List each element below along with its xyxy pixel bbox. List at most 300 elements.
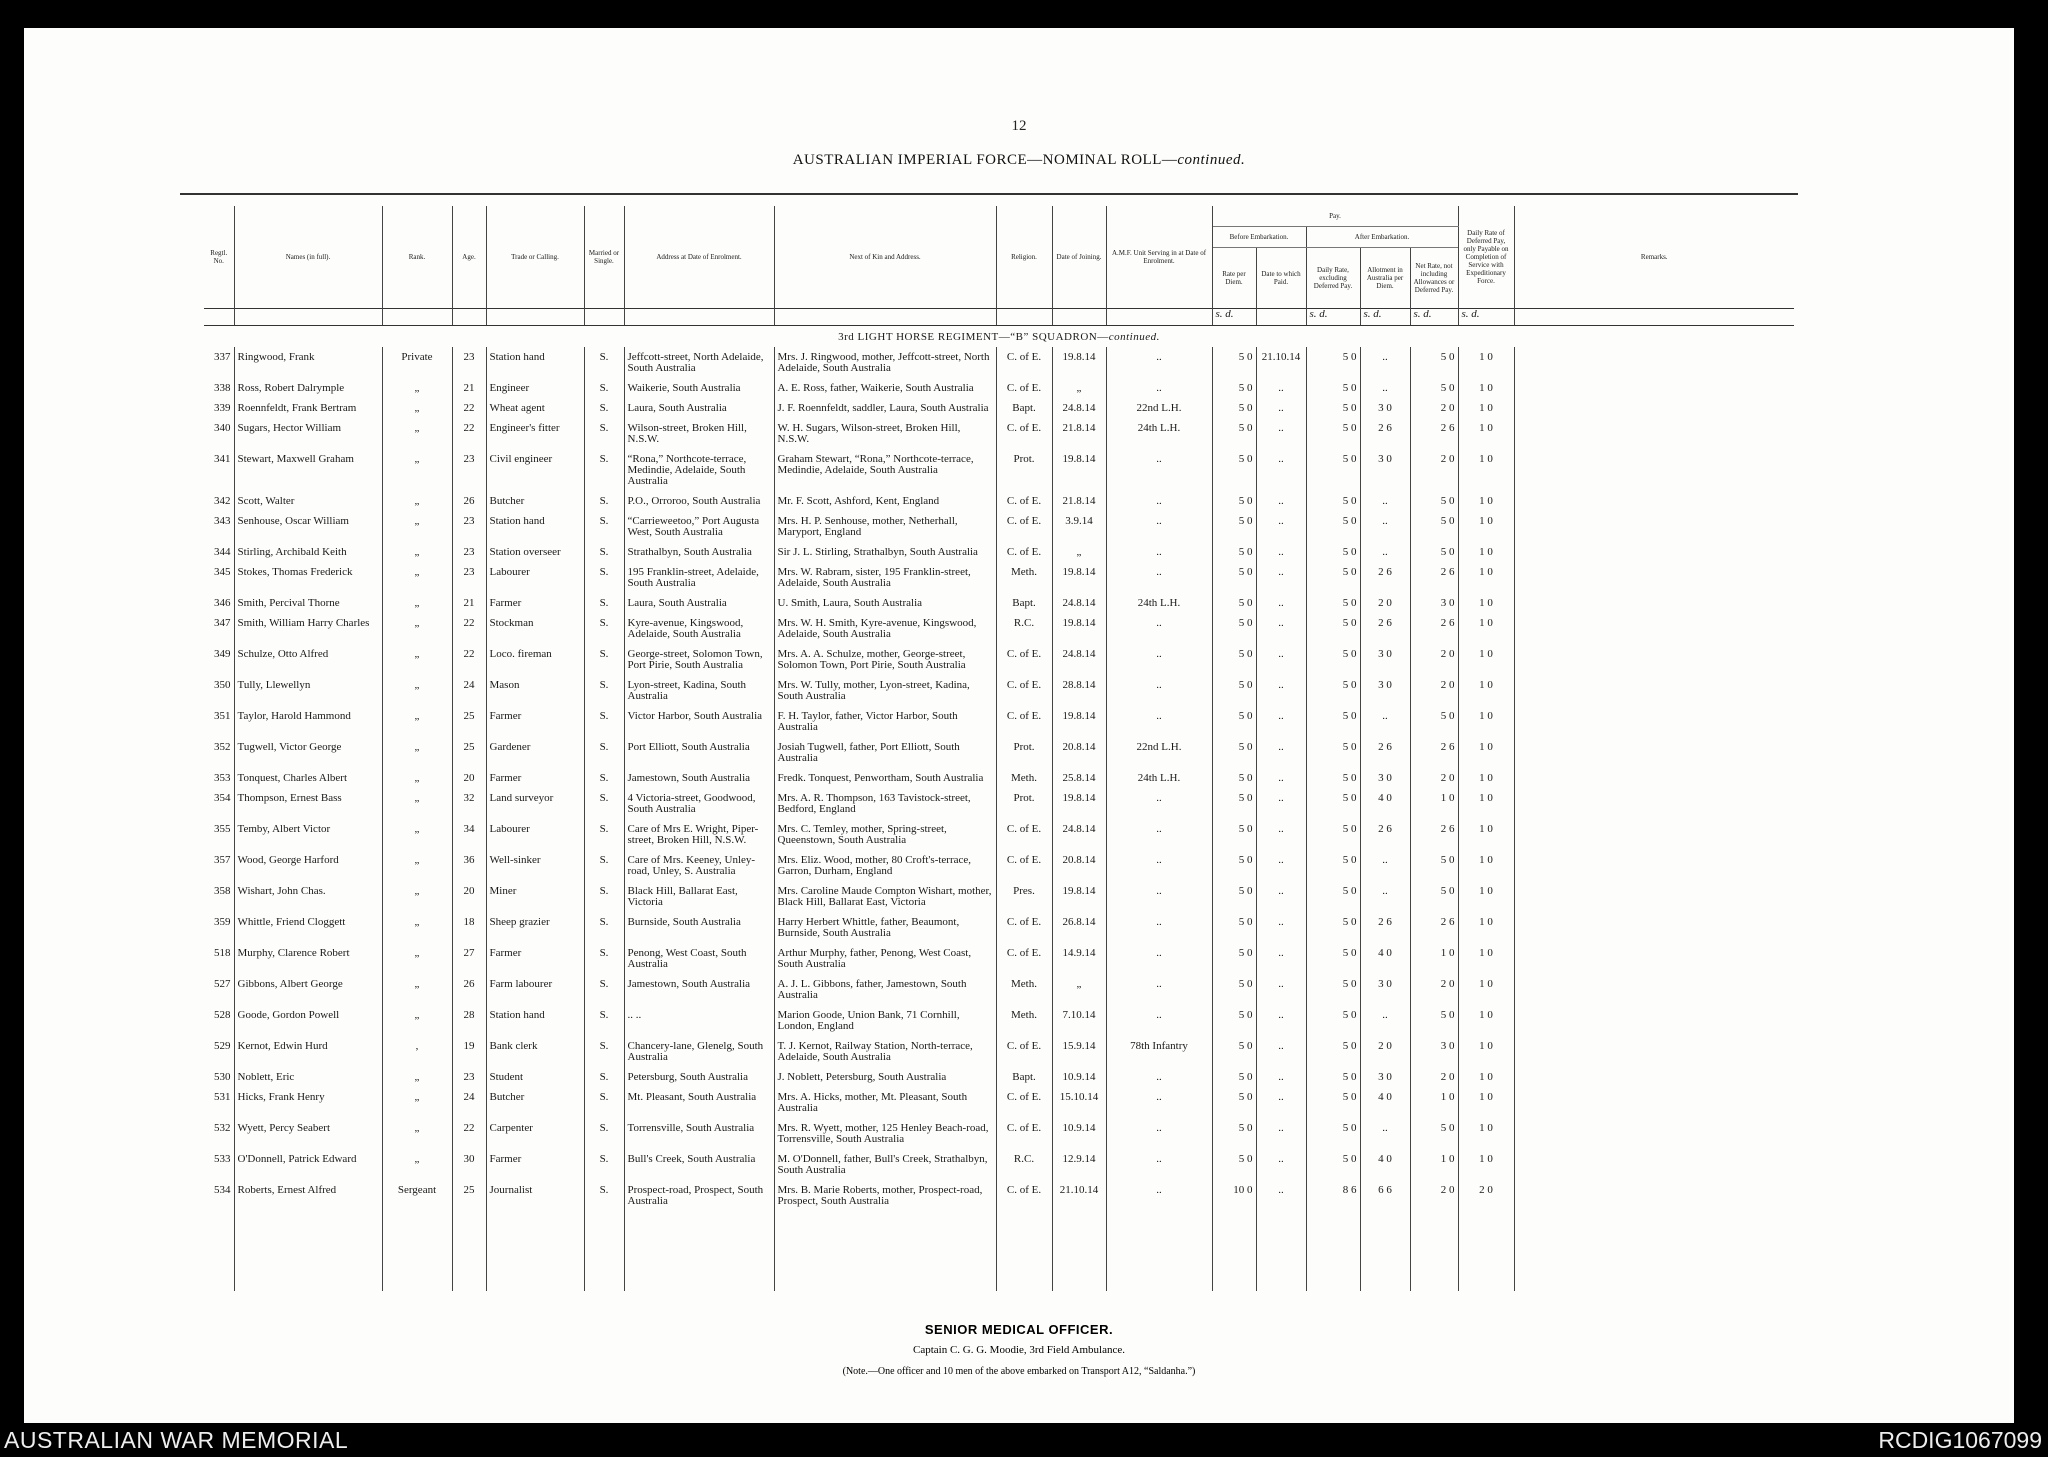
row-religion: C. of E. [996, 542, 1052, 562]
row-trade: Station hand [486, 1005, 584, 1036]
table-row [204, 819, 1794, 850]
row-address: Lyon-street, Kadina, South Australia [624, 675, 774, 706]
row-regtl-no: 358 [204, 881, 234, 912]
row-deferred: 1 0 [1458, 768, 1514, 788]
row-net-rate: 5 0 [1410, 511, 1458, 542]
row-amf-unit: 24th L.H. [1106, 418, 1212, 449]
row-name: Hicks, Frank Henry [234, 1087, 382, 1118]
row-name: Goode, Gordon Powell [234, 1005, 382, 1036]
row-deferred: 1 0 [1458, 850, 1514, 881]
row-remarks [1514, 593, 1794, 613]
row-rank: Sergeant [382, 1180, 452, 1211]
table-row [204, 881, 1794, 912]
row-trade: Stockman [486, 613, 584, 644]
title-text: AUSTRALIAN IMPERIAL FORCE—NOMINAL ROLL— [792, 152, 1178, 168]
row-age: 21 [452, 378, 486, 398]
row-amf-unit: .. [1106, 974, 1212, 1005]
row-regtl-no: 340 [204, 418, 234, 449]
row-net-rate: 2 6 [1410, 613, 1458, 644]
table-row [204, 943, 1794, 974]
section-title: 3rd LIGHT HORSE REGIMENT—“B” SQUADRON— [838, 331, 1109, 343]
row-married: S. [584, 737, 624, 768]
row-daily-rate: 5 0 [1306, 737, 1360, 768]
row-amf-unit: .. [1106, 788, 1212, 819]
row-name: Tully, Llewellyn [234, 675, 382, 706]
row-net-rate: 2 6 [1410, 418, 1458, 449]
row-daily-rate: 5 0 [1306, 542, 1360, 562]
row-date-paid: .. [1256, 378, 1306, 398]
row-married: S. [584, 819, 624, 850]
row-age: 32 [452, 788, 486, 819]
row-net-rate: 3 0 [1410, 1036, 1458, 1067]
row-address: Port Elliott, South Australia [624, 737, 774, 768]
row-age: 22 [452, 398, 486, 418]
table-row [204, 1118, 1794, 1149]
row-age: 25 [452, 737, 486, 768]
row-net-rate: 2 0 [1410, 644, 1458, 675]
row-name: Wood, George Harford [234, 850, 382, 881]
row-net-rate: 2 6 [1410, 819, 1458, 850]
row-address: “Rona,” Northcote-terrace, Medindie, Adelaide, South Australia [624, 449, 774, 491]
row-address: Laura, South Australia [624, 398, 774, 418]
row-age: 27 [452, 943, 486, 974]
row-address: Jamestown, South Australia [624, 974, 774, 1005]
row-address: Bull's Creek, South Australia [624, 1149, 774, 1180]
row-regtl-no: 534 [204, 1180, 234, 1211]
row-rate-per-diem: 5 0 [1212, 974, 1256, 1005]
row-date-paid: .. [1256, 768, 1306, 788]
row-allotment: .. [1360, 378, 1410, 398]
row-allotment: 3 0 [1360, 675, 1410, 706]
row-deferred: 1 0 [1458, 1087, 1514, 1118]
row-allotment: 6 6 [1360, 1180, 1410, 1211]
row-allotment: 2 6 [1360, 418, 1410, 449]
row-next-of-kin: J. F. Roennfeldt, saddler, Laura, South Australia [774, 398, 996, 418]
row-name: Schulze, Otto Alfred [234, 644, 382, 675]
row-net-rate: 1 0 [1410, 943, 1458, 974]
row-address: “Carrieweetoo,” Port Augusta West, South Australia [624, 511, 774, 542]
row-amf-unit: .. [1106, 491, 1212, 511]
row-rank: „ [382, 644, 452, 675]
row-net-rate: 5 0 [1410, 347, 1458, 378]
row-married: S. [584, 1118, 624, 1149]
row-next-of-kin: M. O'Donnell, father, Bull's Creek, Strathalbyn, South Australia [774, 1149, 996, 1180]
row-married: S. [584, 881, 624, 912]
row-deferred: 2 0 [1458, 1180, 1514, 1211]
row-next-of-kin: Mrs. A. Hicks, mother, Mt. Pleasant, South Australia [774, 1087, 996, 1118]
row-amf-unit: .. [1106, 511, 1212, 542]
row-name: Scott, Walter [234, 491, 382, 511]
row-date-joining: 24.8.14 [1052, 398, 1106, 418]
row-address: Wilson-street, Broken Hill, N.S.W. [624, 418, 774, 449]
table-row [204, 737, 1794, 768]
row-date-paid: .. [1256, 881, 1306, 912]
roll-body [204, 326, 1794, 1292]
row-daily-rate: 5 0 [1306, 1087, 1360, 1118]
table-row [204, 542, 1794, 562]
row-allotment: 2 0 [1360, 593, 1410, 613]
row-rank: Private [382, 347, 452, 378]
row-married: S. [584, 347, 624, 378]
row-remarks [1514, 418, 1794, 449]
row-trade: Engineer [486, 378, 584, 398]
row-trade: Land surveyor [486, 788, 584, 819]
row-address: Laura, South Australia [624, 593, 774, 613]
row-net-rate: 2 0 [1410, 398, 1458, 418]
row-religion: Meth. [996, 974, 1052, 1005]
row-name: Taylor, Harold Hammond [234, 706, 382, 737]
table-row [204, 1180, 1794, 1211]
row-trade: Station hand [486, 347, 584, 378]
row-amf-unit: .. [1106, 1005, 1212, 1036]
row-allotment: 3 0 [1360, 1067, 1410, 1087]
row-trade: Farmer [486, 706, 584, 737]
row-amf-unit: 78th Infantry [1106, 1036, 1212, 1067]
row-rate-per-diem: 5 0 [1212, 737, 1256, 768]
row-daily-rate: 5 0 [1306, 819, 1360, 850]
row-rank: „ [382, 1067, 452, 1087]
row-net-rate: 2 0 [1410, 675, 1458, 706]
row-rate-per-diem: 5 0 [1212, 378, 1256, 398]
row-religion: Prot. [996, 449, 1052, 491]
row-date-joining: 12.9.14 [1052, 1149, 1106, 1180]
row-regtl-no: 359 [204, 912, 234, 943]
page-number: 12 [1011, 118, 1027, 134]
header-rank: Rank. [382, 206, 452, 309]
row-regtl-no: 347 [204, 613, 234, 644]
row-remarks [1514, 1180, 1794, 1211]
row-address: Petersburg, South Australia [624, 1067, 774, 1087]
row-address: 195 Franklin-street, Adelaide, South Australia [624, 562, 774, 593]
table-row [204, 675, 1794, 706]
row-remarks [1514, 491, 1794, 511]
table-row [204, 1067, 1794, 1087]
row-date-paid: .. [1256, 1067, 1306, 1087]
row-allotment: .. [1360, 347, 1410, 378]
top-rule [180, 193, 1798, 195]
footer-identifier: RCDIG1067099 [1878, 1427, 2042, 1453]
row-age: 24 [452, 1087, 486, 1118]
table-row [204, 593, 1794, 613]
row-name: Whittle, Friend Cloggett [234, 912, 382, 943]
row-age: 22 [452, 644, 486, 675]
row-married: S. [584, 1036, 624, 1067]
row-address: .. .. [624, 1005, 774, 1036]
row-age: 25 [452, 1180, 486, 1211]
row-address: Burnside, South Australia [624, 912, 774, 943]
row-daily-rate: 5 0 [1306, 943, 1360, 974]
row-regtl-no: 341 [204, 449, 234, 491]
row-allotment: .. [1360, 706, 1410, 737]
row-regtl-no: 531 [204, 1087, 234, 1118]
row-religion: Prot. [996, 788, 1052, 819]
row-amf-unit: .. [1106, 943, 1212, 974]
row-date-paid: 21.10.14 [1256, 347, 1306, 378]
table-row [204, 613, 1794, 644]
row-rank: „ [382, 737, 452, 768]
row-name: Wishart, John Chas. [234, 881, 382, 912]
row-rate-per-diem: 5 0 [1212, 1036, 1256, 1067]
row-rate-per-diem: 5 0 [1212, 943, 1256, 974]
row-next-of-kin: Mrs. R. Wyett, mother, 125 Henley Beach-road, Torrensville, South Australia [774, 1118, 996, 1149]
row-daily-rate: 5 0 [1306, 449, 1360, 491]
row-allotment: 4 0 [1360, 1149, 1410, 1180]
row-religion: C. of E. [996, 418, 1052, 449]
row-date-paid: .. [1256, 449, 1306, 491]
row-address: Strathalbyn, South Australia [624, 542, 774, 562]
row-trade: Farmer [486, 943, 584, 974]
row-name: Stirling, Archibald Keith [234, 542, 382, 562]
row-age: 23 [452, 542, 486, 562]
row-rate-per-diem: 5 0 [1212, 1005, 1256, 1036]
row-rate-per-diem: 5 0 [1212, 1118, 1256, 1149]
row-rank: „ [382, 819, 452, 850]
row-allotment: .. [1360, 511, 1410, 542]
row-date-joining: 15.10.14 [1052, 1087, 1106, 1118]
row-age: 24 [452, 675, 486, 706]
row-rank: „ [382, 1118, 452, 1149]
row-rank: „ [382, 850, 452, 881]
row-daily-rate: 5 0 [1306, 912, 1360, 943]
row-deferred: 1 0 [1458, 593, 1514, 613]
row-name: Noblett, Eric [234, 1067, 382, 1087]
row-remarks [1514, 1118, 1794, 1149]
row-remarks [1514, 943, 1794, 974]
row-net-rate: 5 0 [1410, 1005, 1458, 1036]
row-date-joining: 24.8.14 [1052, 644, 1106, 675]
row-date-joining: 19.8.14 [1052, 347, 1106, 378]
row-date-joining: 15.9.14 [1052, 1036, 1106, 1067]
row-date-joining: 7.10.14 [1052, 1005, 1106, 1036]
row-next-of-kin: Mrs. A. R. Thompson, 163 Tavistock-street, Bedford, England [774, 788, 996, 819]
row-rank: , [382, 1036, 452, 1067]
row-date-joining: 19.8.14 [1052, 449, 1106, 491]
row-remarks [1514, 768, 1794, 788]
row-deferred: 1 0 [1458, 881, 1514, 912]
row-allotment: 2 6 [1360, 737, 1410, 768]
row-trade: Butcher [486, 1087, 584, 1118]
captain-line: Captain C. G. G. Moodie, 3rd Field Ambulance. [912, 1344, 1126, 1356]
row-date-joining: 20.8.14 [1052, 737, 1106, 768]
row-daily-rate: 5 0 [1306, 788, 1360, 819]
title-continued: continued. [1177, 152, 1246, 168]
table-row [204, 1036, 1794, 1067]
row-regtl-no: 338 [204, 378, 234, 398]
row-net-rate: 5 0 [1410, 378, 1458, 398]
row-date-joining: 10.9.14 [1052, 1067, 1106, 1087]
row-rank: „ [382, 881, 452, 912]
row-deferred: 1 0 [1458, 974, 1514, 1005]
row-daily-rate: 5 0 [1306, 398, 1360, 418]
row-regtl-no: 344 [204, 542, 234, 562]
row-daily-rate: 5 0 [1306, 347, 1360, 378]
row-date-paid: .. [1256, 1118, 1306, 1149]
row-net-rate: 2 0 [1410, 1180, 1458, 1211]
row-religion: Meth. [996, 562, 1052, 593]
row-date-joining: 28.8.14 [1052, 675, 1106, 706]
row-daily-rate: 5 0 [1306, 613, 1360, 644]
row-date-joining: „ [1052, 974, 1106, 1005]
section-heading [204, 326, 1794, 348]
row-name: Temby, Albert Victor [234, 819, 382, 850]
row-amf-unit: .. [1106, 1180, 1212, 1211]
row-next-of-kin: Mr. F. Scott, Ashford, Kent, England [774, 491, 996, 511]
row-deferred: 1 0 [1458, 1118, 1514, 1149]
row-amf-unit: .. [1106, 1149, 1212, 1180]
row-date-joining: 19.8.14 [1052, 881, 1106, 912]
row-net-rate: 2 6 [1410, 562, 1458, 593]
row-daily-rate: 5 0 [1306, 1067, 1360, 1087]
row-amf-unit: .. [1106, 644, 1212, 675]
row-married: S. [584, 542, 624, 562]
row-age: 34 [452, 819, 486, 850]
header-before-embarkation: Before Embarkation. [1212, 227, 1306, 248]
row-rank: „ [382, 562, 452, 593]
row-net-rate: 2 6 [1410, 737, 1458, 768]
row-deferred: 1 0 [1458, 706, 1514, 737]
row-daily-rate: 5 0 [1306, 593, 1360, 613]
row-amf-unit: .. [1106, 881, 1212, 912]
row-name: O'Donnell, Patrick Edward [234, 1149, 382, 1180]
row-married: S. [584, 491, 624, 511]
row-religion: Pres. [996, 881, 1052, 912]
row-age: 25 [452, 706, 486, 737]
row-next-of-kin: Mrs. W. H. Smith, Kyre-avenue, Kingswood, Adelaide, South Australia [774, 613, 996, 644]
row-religion: C. of E. [996, 644, 1052, 675]
row-date-paid: .. [1256, 943, 1306, 974]
embarkation-note: (Note.—One officer and 10 men of the above embarked on Transport A12, “Saldanha.”) [842, 1366, 1196, 1377]
row-trade: Miner [486, 881, 584, 912]
row-date-paid: .. [1256, 1180, 1306, 1211]
row-next-of-kin: Mrs. W. Tully, mother, Lyon-street, Kadina, South Australia [774, 675, 996, 706]
row-amf-unit: .. [1106, 1067, 1212, 1087]
row-next-of-kin: Fredk. Tonquest, Penwortham, South Australia [774, 768, 996, 788]
row-name: Tonquest, Charles Albert [234, 768, 382, 788]
row-next-of-kin: Mrs. C. Temley, mother, Spring-street, Queenstown, South Australia [774, 819, 996, 850]
row-regtl-no: 354 [204, 788, 234, 819]
table-row [204, 347, 1794, 378]
table-row [204, 418, 1794, 449]
row-religion: C. of E. [996, 850, 1052, 881]
row-regtl-no: 357 [204, 850, 234, 881]
row-trade: Farmer [486, 593, 584, 613]
row-allotment: 2 6 [1360, 613, 1410, 644]
row-date-paid: .. [1256, 1005, 1306, 1036]
row-next-of-kin: Mrs. H. P. Senhouse, mother, Netherhall, Maryport, England [774, 511, 996, 542]
row-next-of-kin: Harry Herbert Whittle, father, Beaumont, Burnside, South Australia [774, 912, 996, 943]
row-rate-per-diem: 5 0 [1212, 613, 1256, 644]
row-name: Roennfeldt, Frank Bertram [234, 398, 382, 418]
row-trade: Journalist [486, 1180, 584, 1211]
row-remarks [1514, 613, 1794, 644]
row-amf-unit: .. [1106, 378, 1212, 398]
row-daily-rate: 5 0 [1306, 1149, 1360, 1180]
row-daily-rate: 5 0 [1306, 378, 1360, 398]
row-rate-per-diem: 5 0 [1212, 819, 1256, 850]
row-deferred: 1 0 [1458, 737, 1514, 768]
row-name: Ross, Robert Dalrymple [234, 378, 382, 398]
row-allotment: .. [1360, 491, 1410, 511]
header-next-of-kin: Next of Kin and Address. [774, 206, 996, 309]
row-name: Smith, Percival Thorne [234, 593, 382, 613]
row-date-joining: 21.8.14 [1052, 491, 1106, 511]
row-address: Kyre-avenue, Kingswood, Adelaide, South Australia [624, 613, 774, 644]
row-daily-rate: 8 6 [1306, 1180, 1360, 1211]
row-net-rate: 5 0 [1410, 881, 1458, 912]
row-date-joining: 26.8.14 [1052, 912, 1106, 943]
row-amf-unit: .. [1106, 850, 1212, 881]
row-age: 26 [452, 491, 486, 511]
row-rank: „ [382, 974, 452, 1005]
row-age: 20 [452, 881, 486, 912]
row-religion: Bapt. [996, 1067, 1052, 1087]
row-name: Stokes, Thomas Frederick [234, 562, 382, 593]
row-remarks [1514, 378, 1794, 398]
row-religion: C. of E. [996, 378, 1052, 398]
row-deferred: 1 0 [1458, 418, 1514, 449]
document-page [24, 28, 2014, 1423]
row-rate-per-diem: 5 0 [1212, 912, 1256, 943]
row-address: Prospect-road, Prospect, South Australia [624, 1180, 774, 1211]
row-date-joining: 19.8.14 [1052, 562, 1106, 593]
row-age: 18 [452, 912, 486, 943]
row-name: Roberts, Ernest Alfred [234, 1180, 382, 1211]
row-regtl-no: 350 [204, 675, 234, 706]
row-remarks [1514, 1005, 1794, 1036]
row-rank: „ [382, 675, 452, 706]
row-remarks [1514, 542, 1794, 562]
row-rank: „ [382, 449, 452, 491]
row-net-rate: 5 0 [1410, 1118, 1458, 1149]
row-name: Smith, William Harry Charles [234, 613, 382, 644]
row-married: S. [584, 644, 624, 675]
row-regtl-no: 518 [204, 943, 234, 974]
row-regtl-no: 533 [204, 1149, 234, 1180]
row-age: 30 [452, 1149, 486, 1180]
row-married: S. [584, 1067, 624, 1087]
row-date-joining: 19.8.14 [1052, 706, 1106, 737]
row-rank: „ [382, 418, 452, 449]
row-next-of-kin: A. E. Ross, father, Waikerie, South Australia [774, 378, 996, 398]
row-allotment: 2 6 [1360, 912, 1410, 943]
row-deferred: 1 0 [1458, 491, 1514, 511]
row-rate-per-diem: 5 0 [1212, 418, 1256, 449]
row-trade: Farm labourer [486, 974, 584, 1005]
header-address: Address at Date of Enrolment. [624, 206, 774, 309]
row-amf-unit: .. [1106, 675, 1212, 706]
row-remarks [1514, 788, 1794, 819]
row-deferred: 1 0 [1458, 1067, 1514, 1087]
row-rank: „ [382, 593, 452, 613]
unit-label: s. d. [1360, 309, 1410, 326]
row-rate-per-diem: 10 0 [1212, 1180, 1256, 1211]
row-amf-unit: .. [1106, 542, 1212, 562]
row-remarks [1514, 1067, 1794, 1087]
row-rate-per-diem: 5 0 [1212, 675, 1256, 706]
row-trade: Well-sinker [486, 850, 584, 881]
row-rank: „ [382, 613, 452, 644]
row-rank: „ [382, 768, 452, 788]
row-age: 22 [452, 418, 486, 449]
row-remarks [1514, 511, 1794, 542]
row-date-joining: 3.9.14 [1052, 511, 1106, 542]
row-regtl-no: 342 [204, 491, 234, 511]
row-remarks [1514, 347, 1794, 378]
header-rate-per-diem: Rate per Diem. [1212, 248, 1256, 309]
row-married: S. [584, 943, 624, 974]
row-rate-per-diem: 5 0 [1212, 542, 1256, 562]
row-religion: C. of E. [996, 1087, 1052, 1118]
